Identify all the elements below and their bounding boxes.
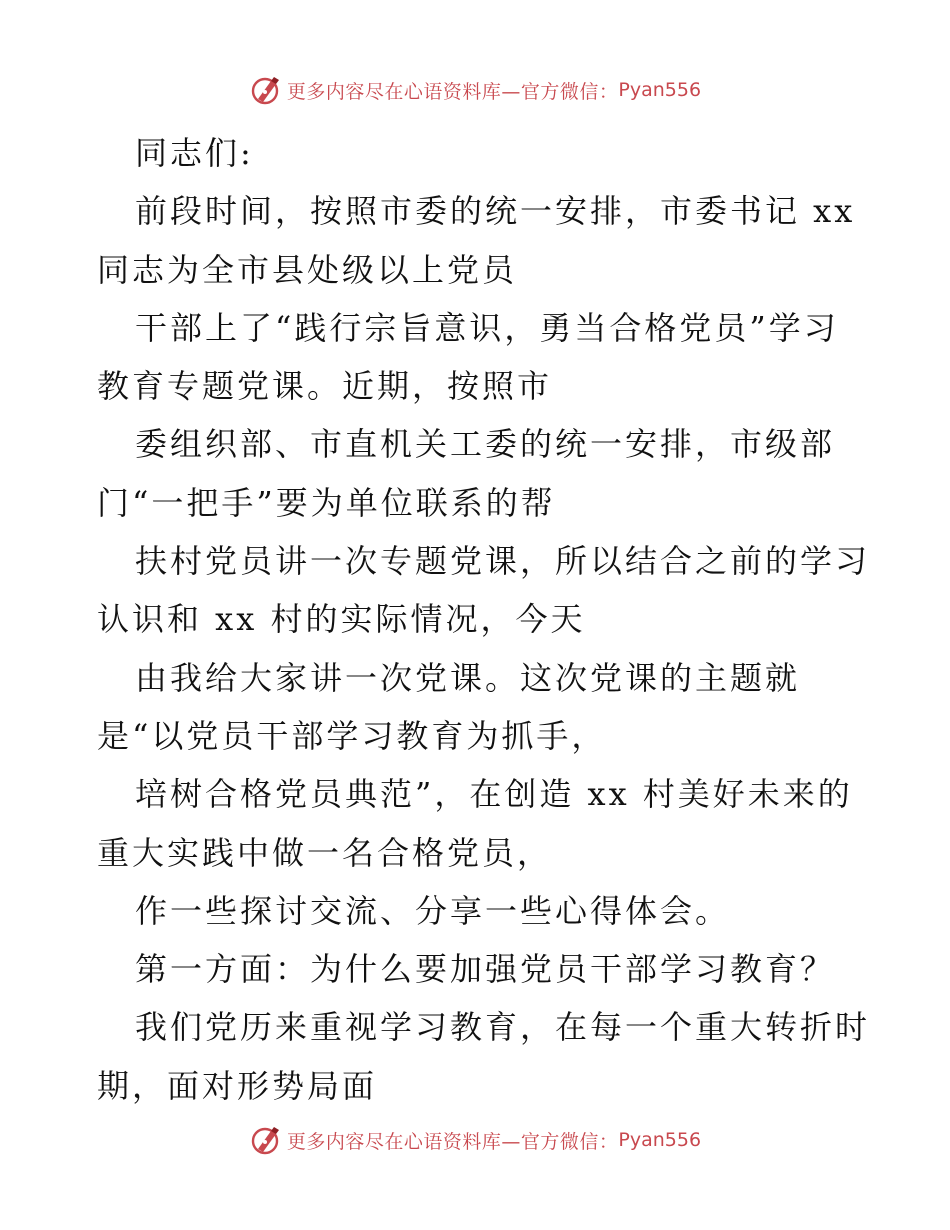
paragraph-line: 作一些探讨交流、分享一些心得体会。 bbox=[135, 891, 731, 930]
pen-nib-logo-icon bbox=[249, 1123, 283, 1157]
paragraph-line: 由我给大家讲一次党课。这次党课的主题就 bbox=[135, 658, 801, 697]
paragraph-line: 认识和 xx 村的实际情况，今天 bbox=[97, 600, 586, 639]
pen-nib-logo-icon bbox=[249, 73, 283, 107]
paragraph-line: 期，面对形势局面 bbox=[97, 1066, 378, 1105]
header-wechat-id: Pyan556 bbox=[618, 79, 702, 101]
header-banner-text: 更多内容尽在心语资料库—官方微信： bbox=[286, 80, 619, 103]
paragraph-line: 我们党历来重视学习教育，在每一个重大转折时 bbox=[135, 1008, 871, 1047]
footer-banner-text: 更多内容尽在心语资料库—官方微信： bbox=[286, 1130, 619, 1153]
paragraph-line: 委组织部、市直机关工委的统一安排，市级部 bbox=[135, 425, 836, 464]
paragraph-line: 第一方面：为什么要加强党员干部学习教育？ bbox=[135, 950, 836, 989]
paragraph-line: 是“以党员干部学习教育为抓手， bbox=[97, 716, 607, 755]
paragraph-line: 同志们: bbox=[135, 134, 254, 172]
footer-wechat-id: Pyan556 bbox=[618, 1129, 702, 1151]
paragraph-line: 前段时间，按照市委的统一安排，市委书记 xx bbox=[135, 192, 856, 231]
paragraph-line: 门“一把手”要为单位联系的帮 bbox=[97, 483, 556, 522]
footer-banner bbox=[0, 1120, 950, 1160]
header-banner bbox=[0, 70, 950, 110]
document-body bbox=[97, 124, 871, 1115]
paragraph-line: 培树合格党员典范”，在创造 xx 村美好未来的 bbox=[135, 775, 853, 814]
paragraph-line: 同志为全市县处级以上党员 bbox=[97, 250, 518, 289]
paragraph-line: 干部上了“践行宗旨意识，勇当合格党员”学习 bbox=[135, 308, 839, 347]
paragraph-line: 重大实践中做一名合格党员， bbox=[97, 833, 553, 872]
paragraph-line: 扶村党员讲一次专题党课，所以结合之前的学习 bbox=[135, 542, 871, 581]
paragraph-line: 教育专题党课。近期，按照市 bbox=[97, 367, 553, 406]
